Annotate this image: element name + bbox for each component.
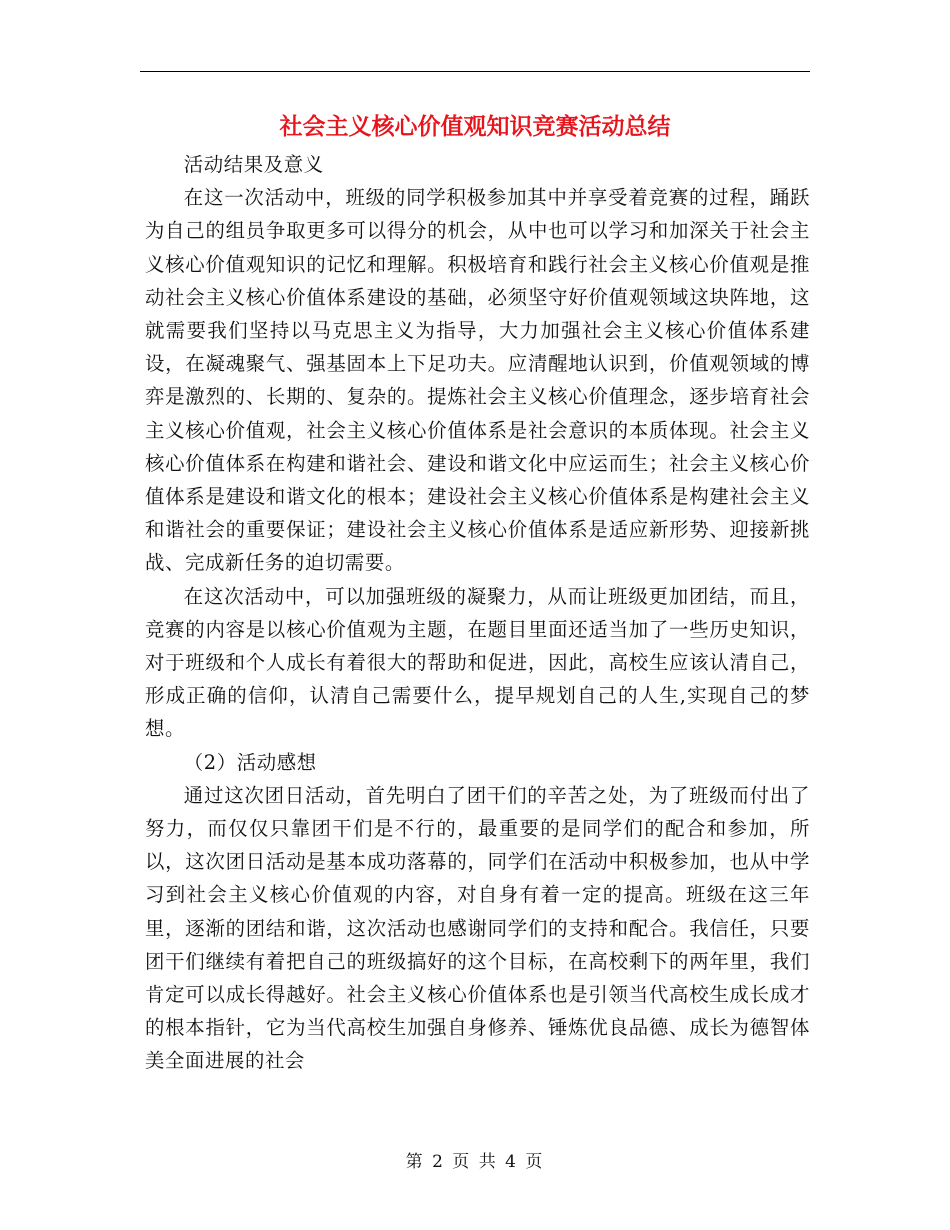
paragraph-results-2: 在这次活动中，可以加强班级的凝聚力，从而让班级更加团结，而且，竞赛的内容是以核心价值观为主题，在题目里面还适当加了一些历史知识，对于班级和个人成长有着很大的帮助和促进，因此，高校生应该认清自己，形成正确的信仰，认清自己需要什么，提早规划自己的人生,实现自己的梦想。 bbox=[145, 584, 810, 741]
document-body bbox=[145, 148, 810, 1078]
paragraph-results-1: 在这一次活动中，班级的同学积极参加其中并享受着竞赛的过程，踊跃为自己的组员争取更多可以得分的机会，从中也可以学习和加深关于社会主义核心价值观知识的记忆和理解。积极培育和践行社会主义核心价值观是推动社会主义核心价值体系建设的基础，必须坚守好价值观领域这块阵地，这就需要我们坚持以马克思主义为指导，大力加强社会主义核心价值体系建设，在凝魂聚气、强基固本上下足功夫。应清醒地认识到，价值观领域的博弈是激烈的、长期的、复杂的。提炼社会主义核心价值理念，逐步培育社会主义核心价值观，社会主义核心价值体系是社会意识的本质体现。社会主义核心价值体系在构建和谐社会、建设和谐文化中应运而生；社会主义核心价值体系是建设和谐文化的根本；建设社会主义核心价值体系是构建社会主义和谐社会的重要保证；建设社会主义核心价值体系是适应新形势、迎接新挑战、完成新任务的迫切需要。 bbox=[145, 186, 810, 575]
header-rule bbox=[140, 71, 810, 72]
page-footer: 第 2 页 共 4 页 bbox=[405, 1152, 545, 1172]
section-heading-results: 活动结果及意义 bbox=[183, 153, 324, 176]
document-title: 社会主义核心价值观知识竞赛活动总结 bbox=[279, 113, 671, 140]
paragraph-reflection-1: 通过这次团日活动，首先明白了团干们的辛苦之处，为了班级而付出了努力，而仅仅只靠团干们是不行的，最重要的是同学们的配合和参加，所以，这次团日活动是基本成功落幕的，同学们在活动中积极参加，也从中学习到社会主义核心价值观的内容，对自身有着一定的提高。班级在这三年里，逐渐的团结和谐，这次活动也感谢同学们的支持和配合。我信任，只要团干们继续有着把自己的班级搞好的这个目标，在高校剩下的两年里，我们肯定可以成长得越好。社会主义核心价值体系也是引领当代高校生成长成才的根本指针，它为当代高校生加强自身修养、锤炼优良品德、成长为德智体美全面进展的社会 bbox=[145, 783, 810, 1073]
section-heading-reflection: （2）活动感想 bbox=[183, 750, 317, 774]
